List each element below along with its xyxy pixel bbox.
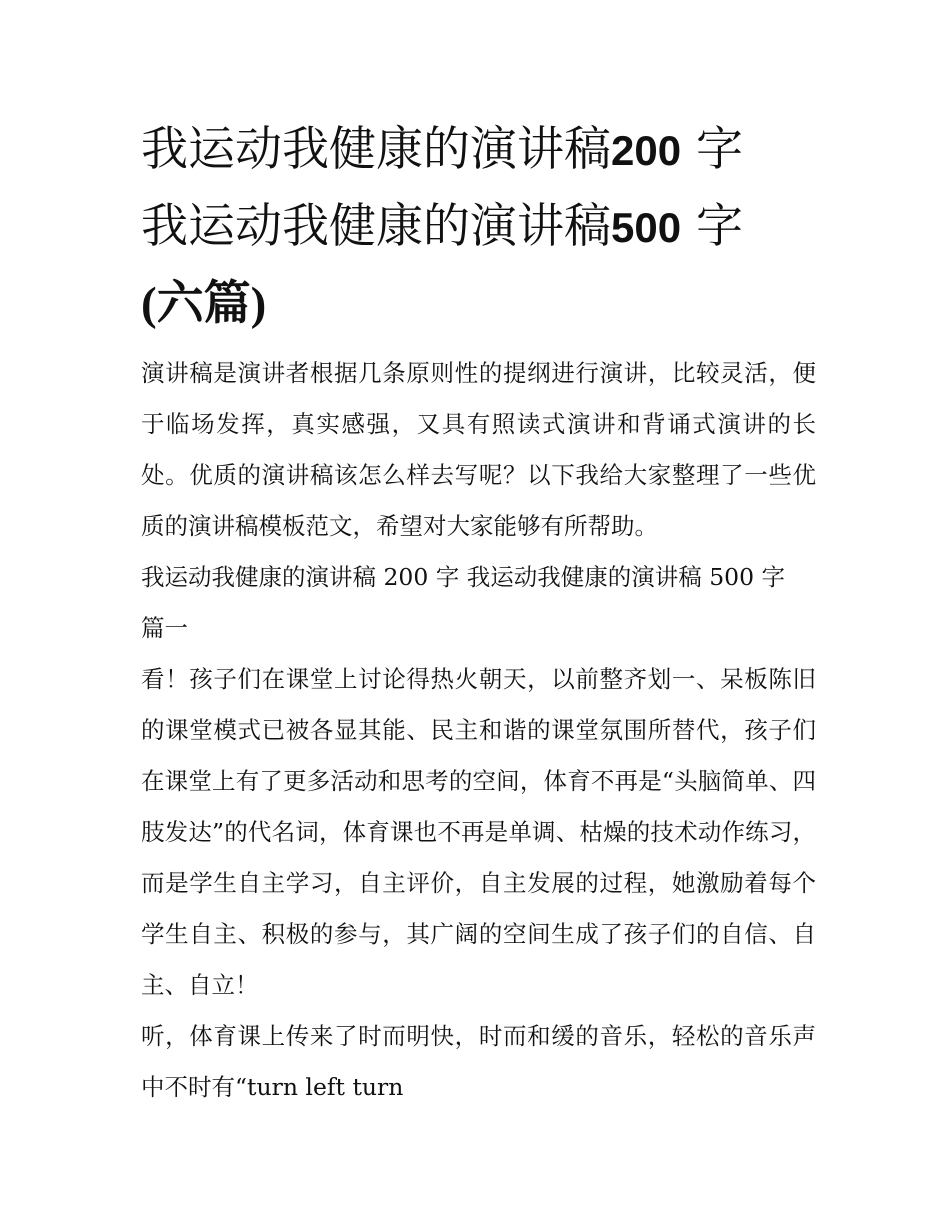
body-paragraph-1: 看！孩子们在课堂上讨论得热火朝天，以前整齐划一、呆板陈旧的课堂模式已被各显其能、民主和谐的课堂氛围所替代，孩子们在课堂上有了更多活动和思考的空间，体育不再是“头脑简单、四肢发达”的代名词，体育课也不再是单调、枯燥的技术动作练习，而是学生自主学习，自主评价，自主发展的过程，她激励着每个学生自主、积极的参与，其广阔的空间生成了孩子们的自信、自主、自立！ (141, 665, 816, 999)
section-heading: 我运动我健康的演讲稿 200 字 我运动我健康的演讲稿 500 字 (141, 563, 786, 591)
document-title (141, 112, 816, 342)
title-line-1-suffix: 字 (681, 122, 744, 177)
intro-paragraph: 演讲稿是演讲者根据几条原则性的提纲进行演讲，比较灵活，便于临场发挥，真实感强，又具有照读式演讲和背诵式演讲的长处。优质的演讲稿该怎么样去写呢？以下我给大家整理了一些优质的演讲稿模板范文，希望对大家能够有所帮助。 (141, 359, 816, 540)
title-line-1-text: 我运动我健康的演讲稿 (141, 122, 611, 177)
title-line-2 (141, 189, 816, 266)
title-line-2-text: 我运动我健康的演讲稿 (141, 199, 611, 254)
body-paragraph-2: 听，体育课上传来了时而明快，时而和缓的音乐，轻松的音乐声中不时有“turn left turn (141, 1022, 816, 1101)
title-line-3: (六篇) (141, 278, 267, 330)
section-number: 篇一 (141, 614, 188, 642)
document-page (141, 112, 816, 1113)
title-line-1-number: 200 (611, 127, 682, 174)
title-line-2-suffix: 字 (681, 199, 744, 254)
title-line-1 (141, 112, 816, 189)
title-line-2-number: 500 (611, 204, 682, 251)
